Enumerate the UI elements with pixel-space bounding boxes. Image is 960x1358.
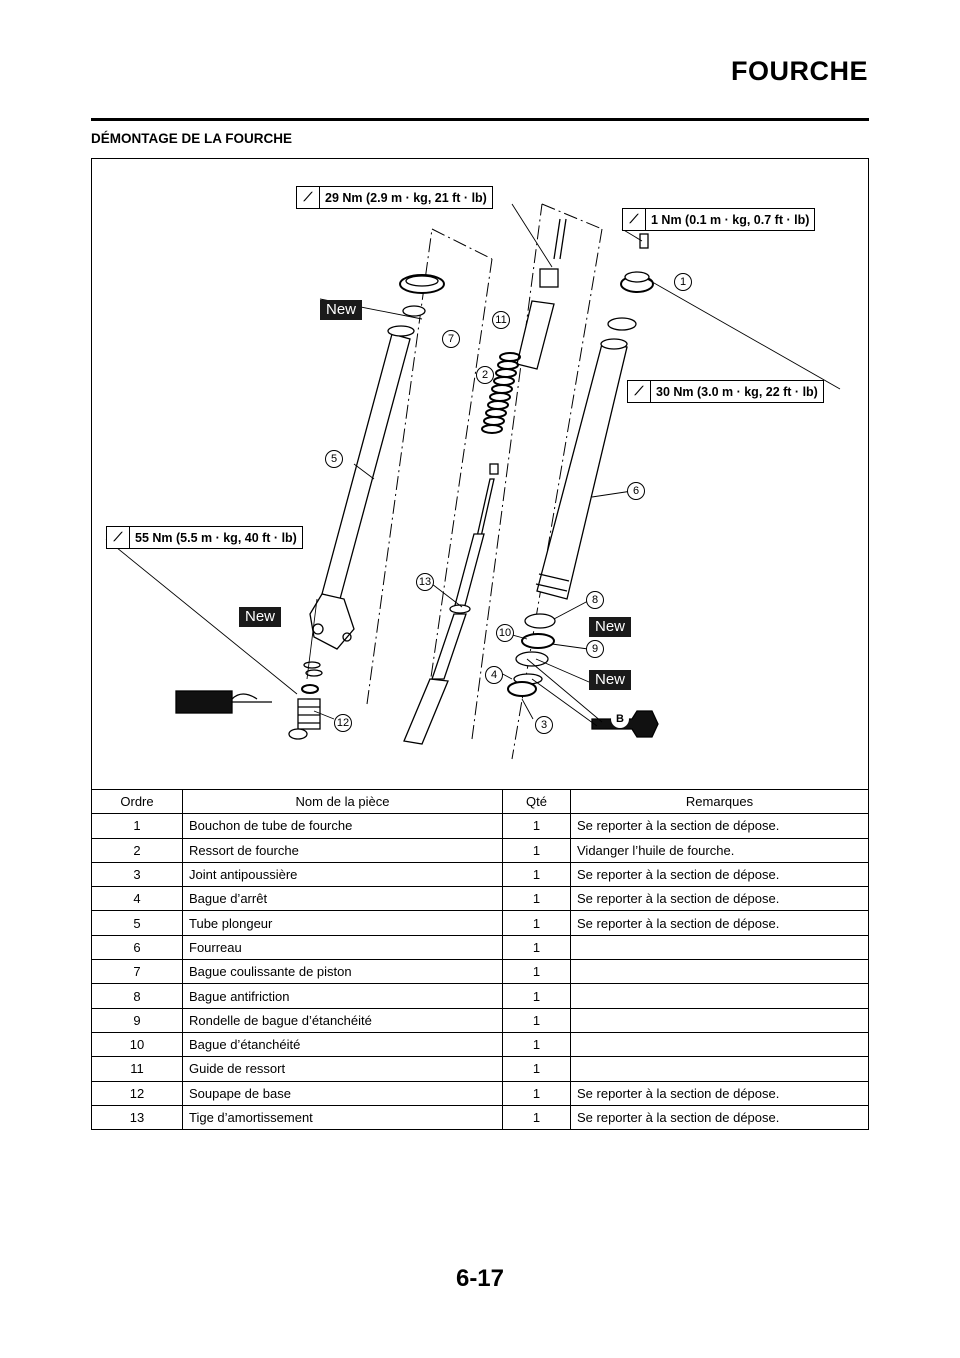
callout-7: 7 [442,330,460,348]
column-header: Nom de la pièce [183,790,503,814]
table-row: 13 Tige d’amortissement 1 Se reporter à la section de dépose. [92,1105,868,1129]
torque-spec-cap-bolt: ⟋ 1 Nm (0.1 m · kg, 0.7 ft · lb) [622,208,815,231]
new-badge: New [589,617,631,637]
table-row: 7 Bague coulissante de piston 1 [92,960,868,984]
torque-spec-damper-rod: ⟋ 29 Nm (2.9 m · kg, 21 ft · lb) [296,186,493,209]
table-row: 12 Soupape de base 1 Se reporter à la section de dépose. [92,1081,868,1105]
fork-illustration [92,159,868,789]
table-row: 8 Bague antifriction 1 [92,984,868,1008]
new-badge: New [320,300,362,320]
fork-exploded-diagram [92,159,868,789]
table-row: 5 Tube plongeur 1 Se reporter à la section de dépose. [92,911,868,935]
torque-wrench-icon: ⟋ [107,527,130,548]
table-row: 3 Joint antipoussière 1 Se reporter à la section de dépose. [92,862,868,886]
callout-5: 5 [325,450,343,468]
torque-spec-base-valve: ⟋ 55 Nm (5.5 m · kg, 40 ft · lb) [106,526,303,549]
inner-tube-5 [310,326,414,649]
torque-wrench-icon: ⟋ [628,381,651,402]
column-header: Remarques [571,790,869,814]
new-badge: New [589,670,631,690]
callout-6: 6 [627,482,645,500]
callout-2: 2 [476,366,494,384]
torque-wrench-icon: ⟋ [623,209,646,230]
callout-13: 13 [416,573,434,591]
table-row: 1 Bouchon de tube de fourche 1 Se reporter à la section de dépose. [92,814,868,838]
page-title: FOURCHE [731,56,868,86]
content-frame [91,158,869,1130]
column-header: Qté [503,790,571,814]
grease-b-label: B [611,710,629,728]
torque-wrench-icon: ⟋ [297,187,320,208]
callout-3: 3 [535,716,553,734]
table-row: 9 Rondelle de bague d’étanchéité 1 [92,1008,868,1032]
parts-table [92,789,868,1129]
column-header: Ordre [92,790,183,814]
table-row: 6 Fourreau 1 [92,935,868,959]
table-row: 2 Ressort de fourche 1 Vidanger l’huile de fourche. [92,838,868,862]
page-number: 6-17 [455,1265,505,1292]
torque-spec-fork-cap: ⟋ 30 Nm (3.0 m · kg, 22 ft · lb) [627,380,824,403]
callout-10: 10 [496,624,514,642]
table-row: 10 Bague d’étanchéité 1 [92,1032,868,1056]
callout-4: 4 [485,666,503,684]
callout-1: 1 [674,273,692,291]
header-rule [91,118,869,121]
table-row: 11 Guide de ressort 1 [92,1057,868,1081]
callout-9: 9 [586,640,604,658]
table-header-row [92,790,868,814]
table-row: 4 Bague d’arrêt 1 Se reporter à la section de dépose. [92,887,868,911]
outer-tube-6 [536,339,627,599]
callout-8: 8 [586,591,604,609]
callout-12: 12 [334,714,352,732]
new-badge: New [239,607,281,627]
section-title: DÉMONTAGE DE LA FOURCHE [91,131,292,146]
callout-11: 11 [492,311,510,329]
